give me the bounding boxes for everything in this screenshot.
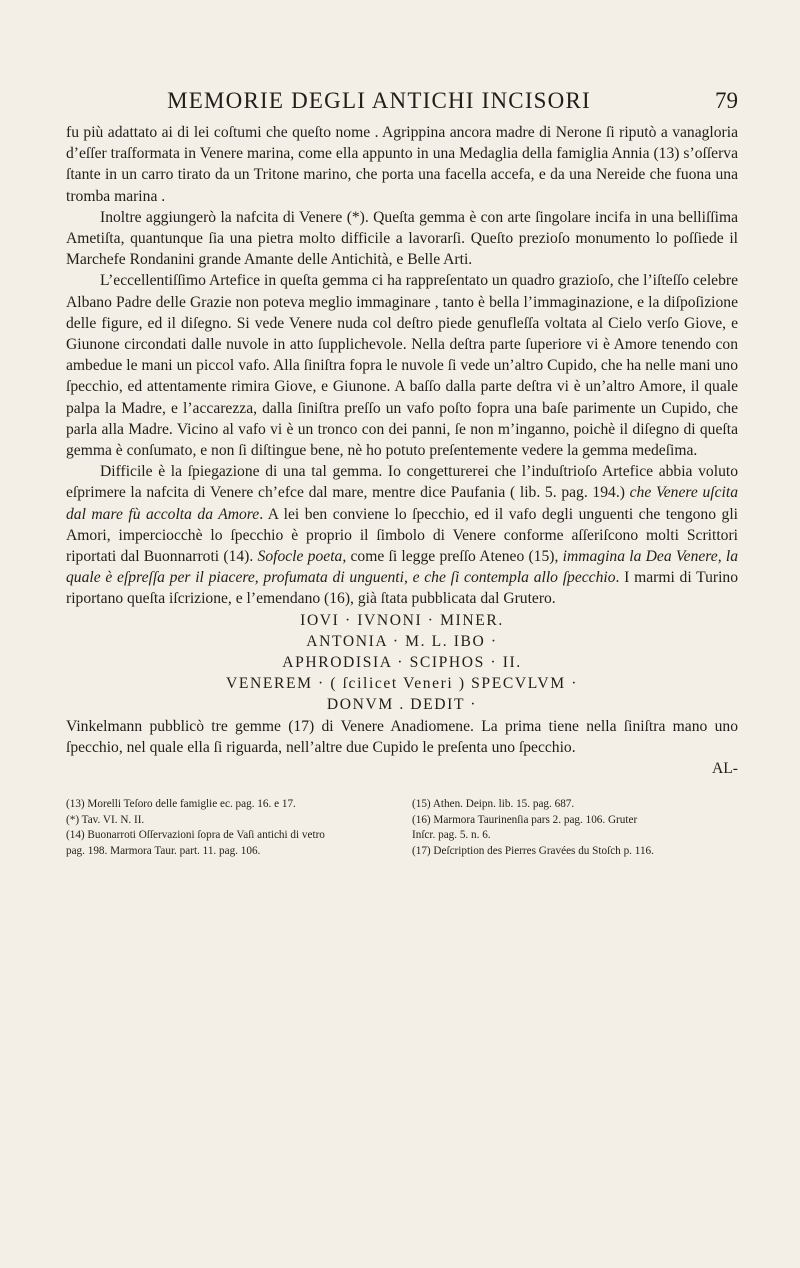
footnote: Inſcr. pag. 5. n. 6. — [412, 829, 491, 842]
text-run: . A lei ben conviene lo ſpecchio, ed il vafo degli unguenti che tengono gli Amori, imperciocchè lo ſpecchio è proprio il ſimbolo di Venere conforme aſſeriſcono molti Scrittori riportati dal Buonnarroti (14). — [66, 505, 738, 566]
paragraph-4 — [66, 461, 738, 609]
inscription-line: ANTONIA · M. L. IBO · — [306, 632, 498, 650]
body-text — [66, 122, 738, 779]
italic-run: Sofocle poeta, — [257, 548, 347, 566]
page-number: 79 — [715, 88, 738, 113]
inscription — [66, 610, 738, 716]
footnote: (14) Buonarroti Oſſervazioni ſopra de Vaſi antichi di vetro — [66, 829, 325, 842]
inscription-line: DONVM . DEDIT · — [326, 696, 478, 714]
inscription-line: APHRODISIA · SCIPHOS · II. — [282, 654, 522, 672]
book-page — [66, 88, 738, 860]
footnote: (17) Deſcription des Pierres Gravées du Stoſch p. 116. — [412, 845, 654, 858]
text-run: fu più adattato ai di lei coſtumi che queſto nome . Agrippina ancora madre di Nerone ſi riputò a vanagloria d’eſſer traſformata in Venere marina, come ella appunto in una Medaglia della famiglia Annia (13) s’oſſerva ſtante in un carro tirato da un Tritone marino, che porta una facella accefa, e da una Nereide che fuona una tromba marina . — [66, 124, 738, 205]
text-run: L’eccellentiſſimo Artefice in queſta gemma ci ha rappreſentato un quadro grazioſo, che l’iſteſſo celebre Albano Padre delle Grazie non poteva meglio immaginare , tanto è bella l’immaginazione, e la diſpoſizione delle figure, ed il diſegno. Si vede Venere nuda col deſtro piede genufleſſa voltata al Cielo verſo Giove, e Giunone circondati dalle nuvole in atto ſupplichevole. Nella deſtra parte ſuperiore vi è Amore tenendo con ambedue le mani un piccol vafo. Alla ſiniſtra fopra le nuvole ſi vede un’altro Cupido, che ha nelle mani uno ſpecchio, ed attentamente rimira Giove, e Giunone. A baſſo dalla parte deſtra vi è un’altro Amore, il quale palpa la Madre, e l’accarezza, dalla ſiniſtra preſſo un vafo poſto fopra una baſe parimente un Cupido, che parla alla Madre. Vicino al vafo vi è un tronco con dei panni, ſe non m’inganno, poichè il diſegno di queſta gemma è conſumato, e non ſi diſtingue bene, nè ho potuto preſentemente vedere la gemma medeſima. — [66, 272, 738, 460]
footnotes — [66, 797, 738, 859]
paragraph-3 — [66, 270, 738, 461]
italic-run: che Venere uſcita dal mare fù accolta da Amore — [66, 484, 738, 523]
running-title: MEMORIE DEGLI ANTICHI INCISORI — [167, 88, 591, 113]
paragraph-1 — [66, 122, 738, 207]
text-run: Inoltre aggiungerò la nafcita di Venere (*). Queſta gemma è con arte ſingolare incifa in una belliſſima Ametiſta, quantunque ſia una pietra molto difficile a lavorarſi. Queſto prezioſo monumento lo poſſiede il Marchefe Rondanini grande Amante delle Antichità, e Belle Arti. — [66, 208, 738, 269]
inscription-line: IOVI · IVNONI · MINER. — [300, 611, 504, 629]
page-header — [66, 88, 738, 122]
footnote: (13) Morelli Teſoro delle famiglie ec. pag. 16. e 17. — [66, 798, 296, 811]
footnote: pag. 198. Marmora Taur. part. 11. pag. 106. — [66, 845, 261, 858]
footnote: (15) Athen. Deipn. lib. 15. pag. 687. — [412, 798, 575, 811]
text-run: come ſi legge preſſo Ateneo (15), — [346, 548, 563, 566]
footnote: (16) Marmora Taurinenſia pars 2. pag. 106. Gruter — [412, 813, 638, 826]
italic-run: immagina la Dea Venere, la quale è eſpreſſa per il piacere, profumata di unguenti, e che ſi contempla allo ſpecchio — [66, 548, 738, 587]
closing-paragraph: Vinkelmann pubblicò tre gemme (17) di Venere Anadiomene. La prima tiene nella ſiniſtra mano uno ſpecchio, nel quale ella ſi riguarda, nell’altre due Cupido le preſenta uno ſpecchio. — [66, 717, 738, 756]
text-run: . I marmi di Turino riportano queſta iſcrizione, e l’emendano (16), già ſtata pubblicata dal Grutero. — [66, 569, 738, 608]
inscription-line: VENEREM · ( ſcilicet Veneri ) SPECVLVM · — [225, 675, 579, 693]
catchword: AL- — [712, 760, 738, 778]
footnote: (*) Tav. VI. N. II. — [66, 813, 145, 826]
paragraph-2 — [66, 207, 738, 271]
text-run: Difficile è la ſpiegazione di una tal gemma. Io congetturerei che l’induſtrioſo Artefice abbia voluto eſprimere la nafcita di Venere ch’efce dal mare, mentre dice Paufania ( lib. 5. pag. 194.) — [66, 463, 738, 502]
